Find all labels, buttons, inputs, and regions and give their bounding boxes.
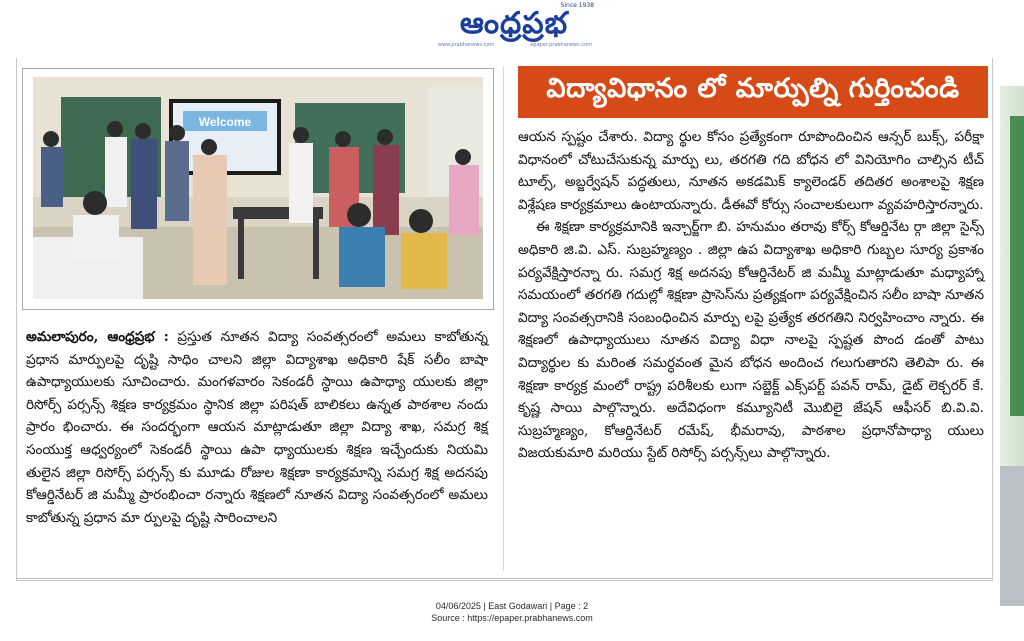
column-divider: [503, 66, 504, 571]
article-left-paragraph: [26, 326, 488, 529]
masthead: [0, 0, 1024, 52]
headline-banner: [518, 66, 988, 118]
article-right-paragraph-2: ఈ శిక్షణా కార్యక్రమానికి ఇన్చార్జ్‌గా బి. హనుమం తరావు కోర్స్ కోఆర్డినేట ర్గా జిల్లా సైన్స్ అధికారి జి.వి. ఎస్. సుబ్రహ్మణ్యం . జిల్లా ఉప విద్యాశాఖ అధికారి గుబ్బల సూర్య ప్రకాశం పర్యవేక్షిస్తారన్నా రు. సమగ్ర శిక్ష అదనపు కోఆర్డినేటర్ జి మమ్మీ మాట్లాడుతూ మధ్యాహ్నా సమయంలో తరగతి గదుల్లో శిక్షణా ప్రాసెస్‌ను ప్రత్యక్షంగా పర్యవేక్షించిన సలీం బాషా నూతన విద్యా సంవత్సరానికి సంబంధించిన మార్పు లపై ప్రత్యేక తరగతిని నిర్వహించాం న్నారు. ఈ శిక్షణలో ఉపాధ్యాయులు నూతన విద్యా విధా నాలపై స్పష్టత పొంద డంతో పాటు విద్యార్థుల కు మరింత సమర్ధవంత మైన బోధన అందించ గలుగుతారని తెలిపా రు. ఈ శిక్షణా కార్యక్ర మంలో రాష్ట్ర పరిశీలకు లుగా సబ్జెక్ట్ ఎక్స్‌పర్ట్ పవన్ రామ్, డైట్ లెక్చరర్ కే. కృష్ణ సాయి పాల్గొన్నారు. అదేవిధంగా కమ్యూనిటీ మొబిలై జేషన్ ఆఫీసర్ బి.వి.వి. సుబ్రహ్మణ్యం, కోఆర్డినేటర్ రమేష్, భీమరావు, పాఠశాల ప్రధానోపాధ్యా యులు విజయకుమారి మరియు స్టేట్ రిసోర్స్ పర్సన్స్‌లు పాల్గొన్నారు.: [518, 219, 984, 462]
training-session-photo: [33, 77, 483, 299]
article-left-text: ప్రస్తుత నూతన విద్యా సంవత్సరంలో అమలు కాబోతున్న ప్రధాన మార్పులపై దృష్టి సాధిం చాలని జిల్లా విద్యాశాఖ అధికారి షేక్ సలీం బాషా ఉపాధ్యాయులకు సూచించారు. మంగళవారం సెకండరీ స్థాయి ఉపాధ్యా యులకు జిల్లా రిసోర్స్ పర్సన్స్ శిక్షణ కార్యక్రమం స్థానిక జిల్లా పరిషత్ బాలికలు ఉన్నత పాఠశాల నందు ప్రారం భించారు. ఈ సందర్భంగా ఆయన మాట్లాడుతూ జిల్లా విద్యా శాఖ, సమగ్ర శిక్ష సంయుక్త ఆధ్వర్యంలో సెకండరీ స్థాయి ఉపా ధ్యాయులకు శిక్షణ ఇచ్చేందుకు నియమి తులైన జిల్లా రిసోర్స్ పర్సన్స్ కు మూడు రోజుల శిక్షణా కార్యక్రమాన్ని సమగ్ర శిక్ష అదనపు కోఆర్డినేటర్ జి మమ్మీ ప్రారంభించా రన్నారు శిక్షణలో నూతన విద్యా సంవత్సరంలో అమలు కాబోతున్న ప్రధాన మా ర్పులపై దృష్టి సారించాలని: [26, 329, 488, 526]
welcome-board-text: Welcome: [198, 115, 252, 129]
logo-url-left: www.prabhanews.com: [438, 42, 495, 48]
adjacent-page-edge: [1000, 86, 1024, 486]
news-photo: [33, 77, 483, 299]
footer-source: Source : https://epaper.prabhanews.com: [431, 613, 593, 623]
adjacent-image-block: [1000, 466, 1024, 606]
logo-text: ఆంధ్రప్రభ: [459, 6, 569, 41]
news-photo-frame: [22, 68, 494, 310]
article-right-paragraph-1: ఆయన స్పష్టం చేశారు. విద్యా ర్థుల కోసం ప్రత్యేకంగా రూపొందించిన ఆన్సర్ బుక్స్, పరీక్షా విధానంలో చోటుచేసుకున్న మార్పు లు, తరగతి గది బోధన లో వినియోగిం చాల్సిన టీచ్ టూల్స్, అబ్జర్వేషన్ పద్ధతులు, నూతన అకడమిక్ క్యాలెండర్ తదితర అంశాలపై శిక్షణ విశ్లేషణ కార్యక్రమాలు ఉంటాయన్నారు. డీఈవో కోర్సు సంచాలకులుగా వ్యవహరిస్తారన్నారు.: [518, 129, 984, 213]
adjacent-green-block: [1010, 116, 1024, 416]
page-footer: [0, 600, 1024, 624]
article-left-column: [26, 326, 488, 529]
logo-url-right: epaper.prabhanews.com: [530, 42, 592, 48]
newspaper-logo: [432, 4, 596, 46]
article-dateline: అమలాపురం, ఆంధ్రప్రభ :: [26, 329, 169, 345]
headline-text: విద్యావిధానం లో మార్పుల్ని గుర్తించండి: [546, 73, 960, 104]
logo-since: Since 1938: [560, 2, 594, 9]
bottom-rule: [16, 578, 992, 579]
footer-date-edition: 04/06/2025 | East Godawari | Page : 2: [435, 601, 589, 611]
article-right-column: [518, 126, 984, 465]
